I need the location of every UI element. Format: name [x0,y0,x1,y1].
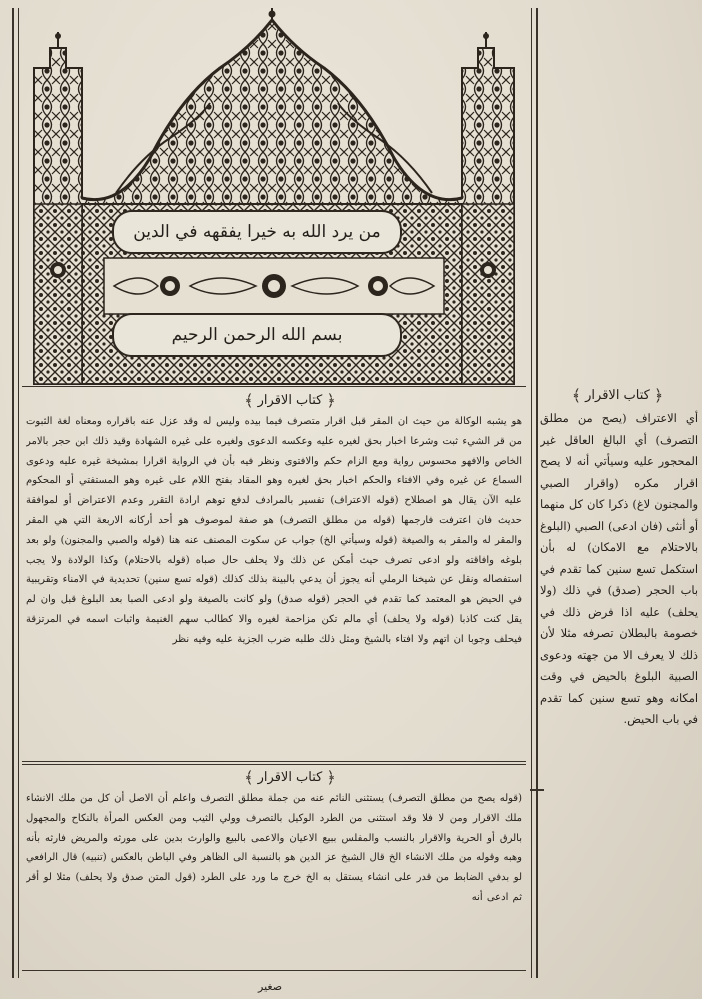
bracket-ornament-icon: ﴾ [244,767,254,787]
section-heading-main [210,389,370,411]
section-title: كتاب الاقرار [257,392,323,408]
divider-rule [22,386,526,387]
basmala-text: بسم الله الرحمن الرحيم [171,325,343,345]
divider-rule [22,764,526,765]
section-heading-commentary [210,766,370,788]
commentary-text-block: (قوله يصح من مطلق التصرف) يستثنى النائم عنه من جملة مطلق التصرف واعلم أن الاصل أن كل من ملك الانشاء ملك الاقرار ومن لا فلا وقد استثنى من الطرد الوكيل بالتصرف وولي الثيب ومن العكس المرأة بالنكاح والمجهول بالرق أو الحرية والاقرار بالنسب والمفلس ببيع الاعيان والاعمى بالبيع والوارث بدين على مورثه والمريض فارثه بأنه وهبه وقوله من ملك الانشاء الخ قال الشيخ عز الدين هو بالنسبة الى الظاهر وفي الباطن بالعكس (تنبيه) قال الرافعي لو بدفي الضابط من قدر على انشاء يستقل به الخ خرج ما ورد على الطرد (قول المتن صدق ولا يحلف) مثلا لو أقر ثم ادعى أنه [26,793,522,903]
bracket-ornament-icon: ﴾ [244,390,254,410]
section-heading-margin [540,384,695,406]
basmala-banner [112,313,402,357]
bracket-ornament-icon: ﴾ [571,385,582,405]
main-text-block: هو يشبه الوكالة من حيث ان المقر قبل اقرار متصرف فيما بيده وليس له وقد عزل عنه باقراره ومعناه لغة الثبوت من قر الشيء ثبت وشرعا اخبار بحق لغيره عليه وعكسه الدعوى ولغيره على غيره الشهادة وقيد ذلك ابن حجر بالامر الخاص والافهو محسوس رواية ومع الزام حكم والافتوى ونظر فيه بأن في الرواية اقرارا بمشيخة غيره عليه ودعوى السماع عن غيره وفي الافتاء والحكم اخبار بحق لغيره وهو المقاد بفتح اللام على غيره وهو المستفتي أو المحكوم عليه الآن يقال هو اصطلاح (قوله الاعتراف) تفسير بالمرادف لدفع توهم ارادة التقرر وعدم الاعتراض أو لموافقة حديث فان اعترفت فارجمها (قوله من مطلق التصرف) هو صفة لموصوف هو أحد أركانه الاربعة التي هي المقر والمقر له والمقر به والصيغة (قوله وسيأتي الخ) جواب عن سكوت المصنف عنه هنا (قوله والصبي والمجنون) ولو بعد بلوغه وافاقته ولو ادعى تصرف حيث أمكن عن ذلك ولا يحلف حال صباه (قوله بالاحتلام) وكذا الولادة ولا يجب استفصاله ونقل عن شيخنا الرملي أنه يجوز أن يدعي بالبينة بذلك كذلك (قوله تسع سنين) تحديدية في الامناء وتقريبية في الحيض هو المعتمد كما تقدم في الحجر (قوله صدق) ولو كانت بالصيغة ولو ادعى الصبا بعد البلوغ قبل وان لم يقل كنت كاذبا (قوله ولا يحلف) أي مالم تكن مزاحمة لغيره والا كطالب سهم الغنيمة واثبات اسمه في المرتزقة فيحلف وجوبا ان اتهم ولا افتاء بالشيخ ومثل ذلك طلبه ضرب الجزية عليه وفيه نظر [26,416,522,645]
divider-rule [22,761,526,762]
bracket-ornament-icon: ﴿ [326,767,336,787]
margin-text-column: أي الاعتراف (يصح من مطلق التصرف) أي البالغ العاقل غير المحجور عليه وسيأتي أنه لا يصح اقرار مكره (واقرار الصبي والمجنون لاغ) ذكرا كان كل منهما أو أنثى (فان ادعى) الصبي (البلوغ بالاحتلام مع الامكان) له بأن استكمل تسع سنين كما تقدم في باب الحجر (صدق) في ذلك (ولا يحلف) عليه اذا فرض ذلك في خصومة بالبطلان تصرفه مثلا لأن ذلك لا يعرف الا من جهته ودعوى الصبية البلوغ بالحيض في وقت امكانه وهو تسع سنين كما تقدم في باب الحيض. [540,411,698,726]
section-title: كتاب الاقرار [585,387,650,403]
hadith-text: من يرد الله به خيرا يفقهه في الدين [133,222,381,242]
section-title: كتاب الاقرار [257,769,323,785]
bracket-ornament-icon: ﴿ [326,390,336,410]
signature-mark: صغير [258,980,283,993]
bracket-ornament-icon: ﴿ [653,385,664,405]
hadith-banner [112,210,402,254]
divider-rule [22,970,526,971]
